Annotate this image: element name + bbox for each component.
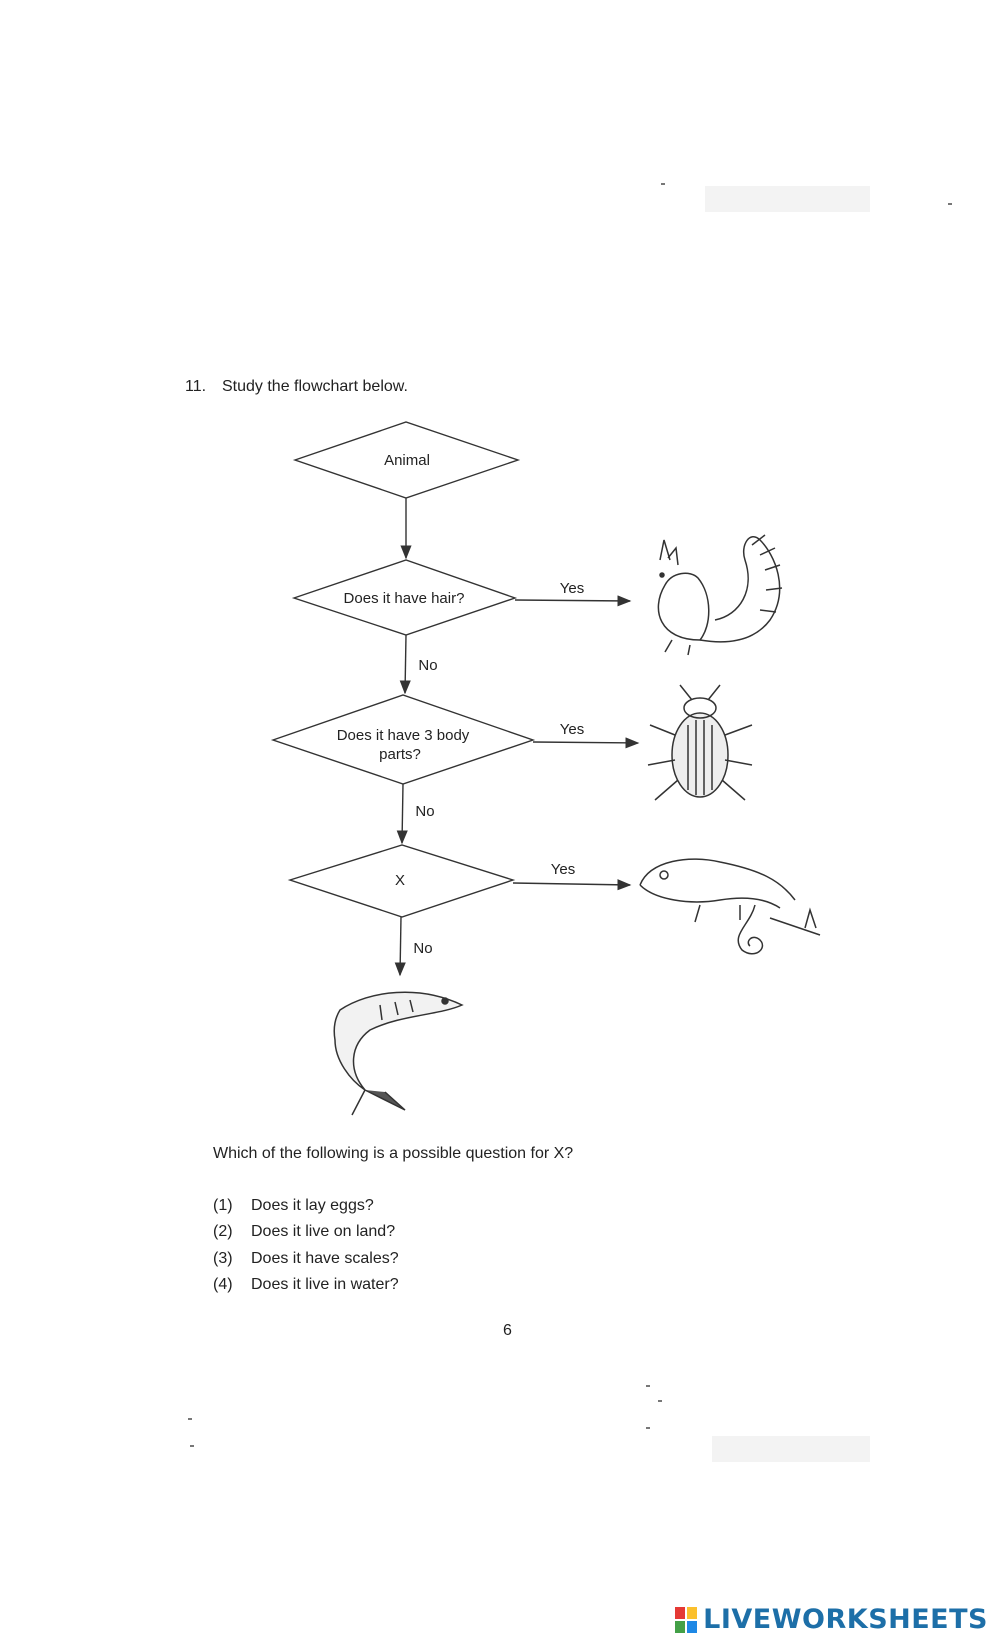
option-number: (3) <box>213 1250 233 1267</box>
node-animal: Animal <box>384 452 430 469</box>
option-text: Does it live in water? <box>251 1276 399 1293</box>
arrow-body-no <box>402 784 403 843</box>
option-number: (1) <box>213 1197 233 1214</box>
label-no-3: No <box>413 940 433 957</box>
page-number: 6 <box>503 1322 512 1339</box>
node-body-parts-line2: parts? <box>379 746 421 763</box>
scan-speck <box>658 1400 662 1402</box>
label-no-1: No <box>418 657 438 674</box>
beetle-illustration <box>648 685 752 800</box>
label-yes-2: Yes <box>559 721 585 738</box>
option-4[interactable] <box>213 1276 399 1294</box>
question-text: Study the flowchart below. <box>222 378 408 395</box>
arrow-x-yes <box>513 883 630 885</box>
label-no-2: No <box>415 803 435 820</box>
option-2[interactable] <box>213 1223 395 1241</box>
option-text: Does it lay eggs? <box>251 1197 374 1214</box>
question-prompt: Which of the following is a possible question for X? <box>213 1145 574 1162</box>
scan-speck <box>190 1445 194 1447</box>
logo-icon <box>675 1607 697 1633</box>
option-number: (2) <box>213 1223 233 1240</box>
option-1[interactable] <box>213 1197 374 1215</box>
question-number: 11. <box>185 378 207 395</box>
scan-speck <box>188 1418 192 1420</box>
scan-speck <box>646 1427 650 1429</box>
arrow-x-no <box>400 917 401 975</box>
label-yes-3: Yes <box>550 861 576 878</box>
option-number: (4) <box>213 1276 233 1293</box>
option-text: Does it live on land? <box>251 1223 396 1240</box>
arrow-hair-no <box>405 635 406 693</box>
logo-text: LIVEWORKSHEETS <box>703 1604 988 1635</box>
node-hair: Does it have hair? <box>343 590 465 607</box>
fish-illustration <box>334 992 462 1115</box>
logo-square-green <box>675 1621 685 1633</box>
squirrel-illustration <box>658 535 782 655</box>
liveworksheets-logo <box>675 1604 988 1635</box>
arrow-hair-yes <box>515 600 630 601</box>
node-body-parts-line1: Does it have 3 body <box>336 727 470 744</box>
logo-square-blue <box>687 1621 697 1633</box>
chameleon-illustration <box>640 859 820 954</box>
option-3[interactable] <box>213 1250 399 1268</box>
logo-square-yellow <box>687 1607 697 1619</box>
arrow-body-yes <box>533 742 638 743</box>
node-x: X <box>394 872 406 889</box>
logo-square-red <box>675 1607 685 1619</box>
scan-speck <box>646 1385 650 1387</box>
label-yes-1: Yes <box>559 580 585 597</box>
scan-smudge <box>712 1436 870 1462</box>
option-text: Does it have scales? <box>251 1250 399 1267</box>
